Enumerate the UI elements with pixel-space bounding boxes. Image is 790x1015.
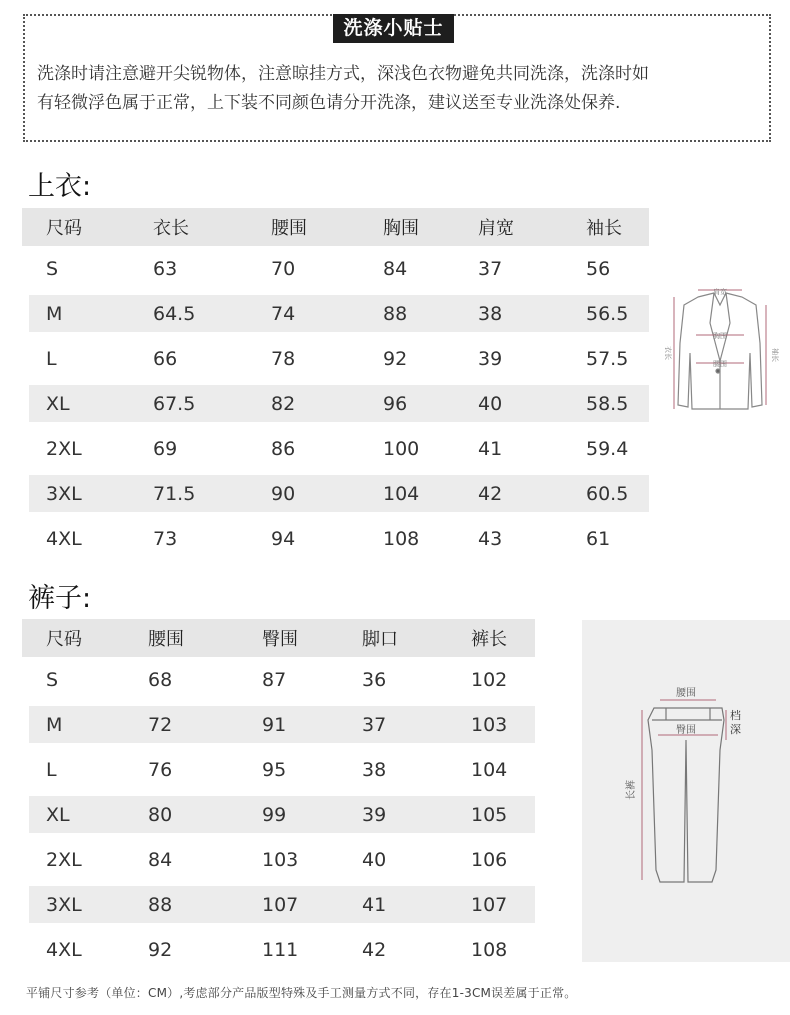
table-cell: 39 (478, 347, 503, 370)
table-cell: 96 (383, 392, 408, 415)
pants-header-cell: 脚口 (362, 629, 398, 650)
pants-rise-label-1: 档 (730, 709, 741, 722)
table-cell: 70 (271, 257, 296, 280)
table-cell: L (46, 758, 57, 781)
top-section-title: 上衣: (28, 171, 92, 202)
table-cell: 91 (262, 713, 287, 736)
table-cell: 61 (586, 527, 611, 550)
table-cell: 102 (471, 668, 508, 691)
pants-waist-label: 腰围 (676, 688, 696, 699)
table-cell: 108 (471, 938, 508, 961)
pants-length-label: 长裤 (626, 780, 637, 800)
table-cell: 42 (478, 482, 503, 505)
table-cell: 103 (262, 848, 299, 871)
table-cell: 41 (362, 893, 387, 916)
table-cell: 76 (148, 758, 173, 781)
table-cell: 107 (471, 893, 508, 916)
table-cell: 40 (362, 848, 387, 871)
table-cell: 92 (383, 347, 408, 370)
table-row (22, 702, 535, 747)
size-footnote: 平铺尺寸参考（单位：CM）,考虑部分产品版型特殊及手工测量方式不同，存在1-3CM误差属于正常。 (26, 986, 577, 1000)
table-cell: 58.5 (586, 392, 629, 415)
top-header-cell: 腰围 (271, 218, 307, 239)
table-cell: 2XL (46, 437, 82, 460)
jacket-waist-label: 腰围 (713, 360, 727, 368)
table-cell: 37 (362, 713, 387, 736)
table-cell: 63 (153, 257, 178, 280)
table-cell: XL (46, 803, 70, 826)
table-row (22, 291, 649, 336)
table-cell: 90 (271, 482, 296, 505)
table-row (22, 792, 535, 837)
pants-size-table (22, 619, 535, 972)
table-row (22, 471, 649, 516)
table-cell: 39 (362, 803, 387, 826)
table-row (22, 747, 535, 792)
table-row (22, 927, 535, 972)
table-cell: 40 (478, 392, 503, 415)
jacket-length-label: 衣长 (664, 346, 672, 360)
jacket-sleeve-label: 袖长 (771, 348, 779, 362)
pants-header-cell: 臀围 (262, 629, 298, 650)
pants-diagram-panel (582, 620, 790, 962)
table-cell: 4XL (46, 938, 82, 961)
table-cell: 111 (262, 938, 299, 961)
table-cell: 104 (471, 758, 508, 781)
pants-rise-label-2: 深 (730, 723, 741, 736)
table-cell: 94 (271, 527, 296, 550)
table-cell: 100 (383, 437, 420, 460)
pants-table-header (22, 619, 535, 657)
table-cell: 68 (148, 668, 173, 691)
pants-measurement-diagram (582, 620, 790, 962)
table-cell: S (46, 668, 59, 691)
table-cell: 73 (153, 527, 178, 550)
table-row (22, 657, 535, 702)
table-cell: 3XL (46, 482, 82, 505)
table-cell: 38 (478, 302, 503, 325)
table-cell: 43 (478, 527, 503, 550)
table-cell: 38 (362, 758, 387, 781)
table-cell: 88 (148, 893, 173, 916)
table-cell: 107 (262, 893, 299, 916)
table-cell: 106 (471, 848, 508, 871)
table-cell: 56 (586, 257, 611, 280)
table-cell: 66 (153, 347, 178, 370)
table-cell: 3XL (46, 893, 82, 916)
top-header-cell: 尺码 (46, 218, 82, 239)
pants-header-cell: 尺码 (46, 629, 82, 650)
table-cell: 88 (383, 302, 408, 325)
washing-tips-line-1: 洗涤时请注意避开尖锐物体，注意晾挂方式，深浅色衣物避免共同洗涤，洗涤时如 (37, 64, 649, 84)
table-cell: 36 (362, 668, 387, 691)
pants-section-title: 裤子: (28, 583, 92, 614)
washing-tips-title: 洗涤小贴士 (333, 14, 454, 43)
washing-tips-line-2: 有轻微浮色属于正常，上下装不同颜色请分开洗涤，建议送至专业洗涤处保养. (37, 93, 621, 113)
table-cell: 60.5 (586, 482, 629, 505)
table-cell: 37 (478, 257, 503, 280)
table-cell: 105 (471, 803, 508, 826)
table-row (22, 882, 535, 927)
table-cell: 87 (262, 668, 287, 691)
table-cell: 56.5 (586, 302, 629, 325)
top-table-header (22, 208, 649, 246)
table-cell: S (46, 257, 59, 280)
table-cell: 104 (383, 482, 420, 505)
table-cell: 4XL (46, 527, 82, 550)
table-cell: 71.5 (153, 482, 196, 505)
top-header-cell: 胸围 (383, 218, 419, 239)
washing-tips-text (37, 60, 765, 118)
table-cell: 74 (271, 302, 296, 325)
table-cell: 84 (148, 848, 173, 871)
top-header-cell: 肩宽 (478, 218, 514, 239)
table-cell: 64.5 (153, 302, 196, 325)
table-cell: 57.5 (586, 347, 629, 370)
table-cell: 92 (148, 938, 173, 961)
table-cell: L (46, 347, 57, 370)
table-row (22, 516, 649, 561)
jacket-chest-label: 胸围 (713, 332, 727, 340)
pants-header-cell: 腰围 (148, 629, 184, 650)
table-cell: 41 (478, 437, 503, 460)
top-header-cell: 衣长 (153, 218, 189, 239)
table-row (22, 336, 649, 381)
table-cell: M (46, 713, 63, 736)
table-cell: 67.5 (153, 392, 196, 415)
table-row (22, 381, 649, 426)
table-cell: 72 (148, 713, 173, 736)
table-cell: XL (46, 392, 70, 415)
table-cell: 80 (148, 803, 173, 826)
top-header-cell: 袖长 (586, 218, 622, 239)
table-cell: 103 (471, 713, 508, 736)
table-cell: 86 (271, 437, 296, 460)
jacket-measurement-diagram (660, 283, 780, 418)
table-cell: 108 (383, 527, 420, 550)
table-cell: 99 (262, 803, 287, 826)
table-cell: 69 (153, 437, 178, 460)
top-size-table (22, 208, 649, 561)
table-cell: 42 (362, 938, 387, 961)
table-cell: 59.4 (586, 437, 629, 460)
table-cell: 2XL (46, 848, 82, 871)
jacket-shoulder-label: 肩宽 (713, 288, 727, 296)
table-cell: 82 (271, 392, 296, 415)
table-cell: M (46, 302, 63, 325)
table-row (22, 837, 535, 882)
pants-hip-label: 臀围 (676, 725, 696, 736)
table-row (22, 426, 649, 471)
table-cell: 78 (271, 347, 296, 370)
table-row (22, 246, 649, 291)
table-cell: 84 (383, 257, 408, 280)
table-cell: 95 (262, 758, 287, 781)
pants-header-cell: 裤长 (471, 629, 507, 650)
